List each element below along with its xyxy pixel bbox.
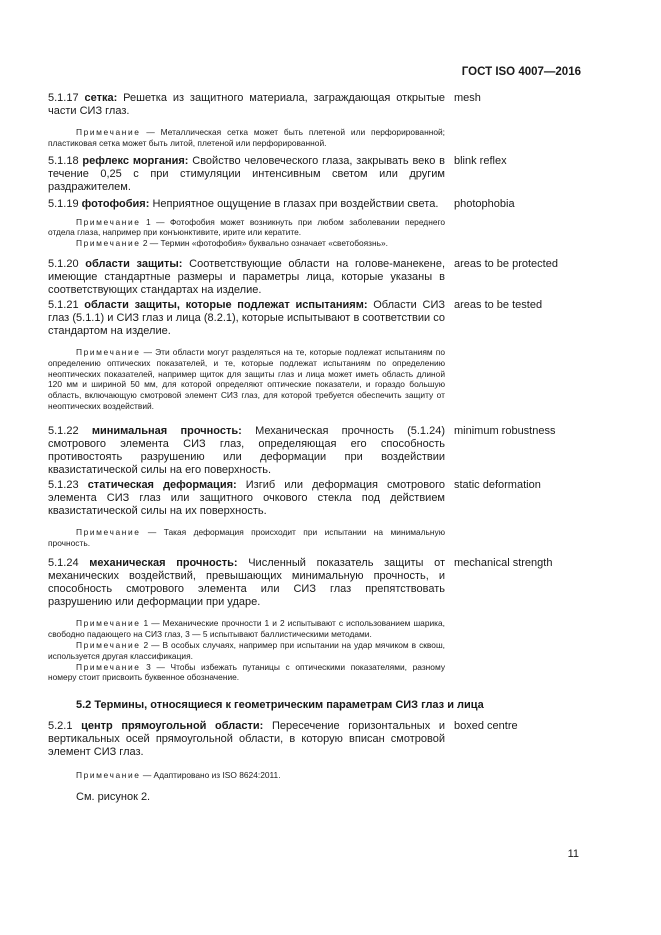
note-text: — Адаптировано из ISO 8624:2011. bbox=[142, 770, 281, 781]
note-text: — Металлическая сетка может быть плетеной или перфорированной; пластиковая сетка может быть литой, плетеной или перфорированной. bbox=[48, 127, 445, 148]
term-name: статическая деформация: bbox=[87, 478, 237, 491]
note-text: 1 — Фотофобия может возникнуть при любом заболевании переднего отдела глаза, например при конъюнктивите, ирите или кератите. bbox=[48, 216, 446, 238]
term-entry bbox=[48, 258, 588, 297]
note-block bbox=[48, 217, 588, 249]
term-definition: Соответствующие области на голове-манекене, имеющие стандартные размеры и параметры лица, которые указаны в соответствующих стандартах на изделие. bbox=[48, 257, 445, 296]
term-entry bbox=[48, 92, 588, 118]
section-heading: 5.2 Термины, относящиеся к геометрическим параметрам СИЗ глаз и лица bbox=[76, 699, 484, 712]
term-definition: Пересечение горизонтальных и вертикальных осей прямоугольной области, в которую вписан смотровой элемент СИЗ глаз. bbox=[48, 720, 445, 759]
term-number: 5.2.1 bbox=[48, 720, 73, 733]
note-block bbox=[48, 618, 588, 683]
term-entry bbox=[48, 425, 588, 477]
note-label: Примечание bbox=[76, 618, 141, 629]
term-english: areas to be protected bbox=[454, 257, 558, 270]
term-number: 5.1.22 bbox=[48, 424, 79, 437]
figure-reference: См. рисунок 2. bbox=[76, 790, 151, 803]
term-definition: Изгиб или деформация смотрового элемента СИЗ глаз или защитного очкового стекла под действием квазистатической силы на их поверхность. bbox=[48, 478, 445, 517]
note-label: Примечание bbox=[76, 661, 141, 672]
term-name: области защиты, которые подлежат испытаниям: bbox=[84, 298, 368, 311]
document-header: ГОСТ ISO 4007—2016 bbox=[461, 66, 581, 78]
term-english: mesh bbox=[454, 92, 481, 104]
term-entry bbox=[48, 198, 588, 211]
term-english: areas to be tested bbox=[454, 298, 543, 311]
term-english: mechanical strength bbox=[454, 557, 553, 570]
term-number: 5.1.20 bbox=[48, 257, 79, 270]
term-number: 5.1.21 bbox=[48, 298, 79, 311]
term-english: blink reflex bbox=[454, 154, 507, 167]
term-name: сетка: bbox=[84, 92, 118, 104]
note-block bbox=[48, 127, 588, 149]
note-text: 2 — Термин «фотофобия» буквально означает «светобоязнь». bbox=[142, 238, 388, 249]
term-name: минимальная прочность: bbox=[91, 424, 242, 437]
note-text: — Такая деформация происходит при испытании на минимальную прочность. bbox=[48, 526, 446, 548]
term-entry bbox=[48, 557, 588, 609]
term-definition: Области СИЗ глаз (5.1.1) и СИЗ глаз и лица (8.2.1), которые испытывают в соответствии со стандартом на изделие. bbox=[48, 298, 445, 337]
term-definition: Свойство человеческого глаза, закрывать веко в течение 0,25 с при стимуляции интенсивным светом или другим раздражителем. bbox=[48, 154, 445, 193]
page-number: 11 bbox=[567, 848, 579, 860]
term-english: photophobia bbox=[454, 197, 515, 210]
term-number: 5.1.23 bbox=[48, 478, 79, 491]
term-entry bbox=[48, 479, 588, 518]
note-text: 3 — Чтобы избежать путаницы с оптическими показателями, разному номеру стоит присвоить буквенное обозначение. bbox=[48, 661, 446, 683]
term-entry bbox=[48, 720, 588, 759]
term-number: 5.1.24 bbox=[48, 557, 79, 570]
note-label: Примечание bbox=[76, 770, 141, 781]
document-body bbox=[48, 92, 588, 804]
note-text: 2 — В особых случаях, например при испытании на удар мячиком в сквош, используется другая классификация. bbox=[48, 639, 445, 661]
term-number: 5.1.17 bbox=[48, 92, 79, 104]
term-entry bbox=[48, 299, 588, 338]
note-label: Примечание bbox=[76, 346, 141, 357]
term-entry bbox=[48, 155, 588, 194]
note-block bbox=[48, 770, 588, 781]
term-name: фотофобия: bbox=[81, 197, 150, 210]
note-label: Примечание bbox=[76, 639, 141, 650]
term-definition: Неприятное ощущение в глазах при воздействии света. bbox=[152, 197, 439, 210]
term-english: static deformation bbox=[454, 478, 541, 491]
note-label: Примечание bbox=[76, 238, 141, 249]
note-block bbox=[48, 527, 588, 549]
term-english: boxed centre bbox=[454, 720, 518, 733]
note-block bbox=[48, 347, 588, 412]
term-name: механическая прочность: bbox=[89, 557, 238, 570]
note-text: — Эти области могут разделяться на те, которые подлежат испытаниям по определению оптических показателей, и те, которые подлежат испытаниям по определению неоптических показателей, например щиток для защиты глаз и лица может иметь область длиной 120 мм и шириной 50 мм, для которой определяют оптические показатели, и гораздо большую область, включающую смотровой элемент СИЗ глаз, для которой требуется обеспечить защиту от неоптических воздействий. bbox=[48, 346, 446, 411]
note-label: Примечание bbox=[76, 216, 141, 227]
term-name: центр прямоугольной области: bbox=[81, 720, 264, 733]
term-definition: Численный показатель защиты от механических воздействий, превышающих минимальную прочность, и способность смотрового элемента или СИЗ глаз препятствовать разрушению или деформации при ударе. bbox=[48, 557, 445, 609]
term-definition: Решетка из защитного материала, заграждающая открытые части СИЗ глаз. bbox=[48, 92, 446, 117]
note-label: Примечание bbox=[76, 127, 141, 137]
term-name: рефлекс моргания: bbox=[82, 154, 189, 167]
term-number: 5.1.19 bbox=[48, 197, 79, 210]
note-label: Примечание bbox=[76, 526, 141, 537]
term-english: minimum robustness bbox=[454, 424, 556, 437]
note-text: 1 — Механические прочности 1 и 2 испытывают с использованием шарика, свободно падающего на СИЗ глаз, 3 — 5 испытывают баллистическими методами. bbox=[48, 618, 445, 640]
term-number: 5.1.18 bbox=[48, 154, 79, 167]
term-definition: Механическая прочность (5.1.24) смотрового элемента СИЗ глаз, определяющая его способность противостоять разрушению или деформации при воздействии квазистатической силы на его поверхность. bbox=[48, 424, 445, 476]
term-name: области защиты: bbox=[85, 257, 183, 270]
